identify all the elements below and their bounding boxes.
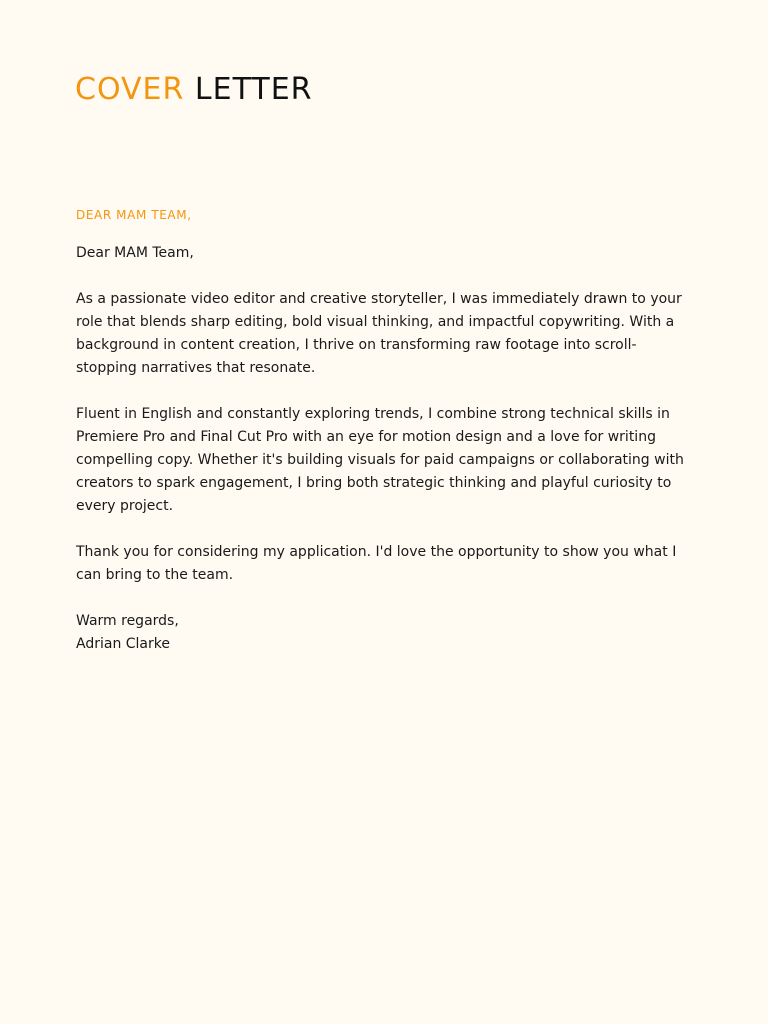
page-title bbox=[75, 70, 313, 110]
letter-body bbox=[76, 242, 696, 656]
greeting: Dear MAM Team, bbox=[76, 245, 194, 261]
closing: Warm regards, bbox=[76, 613, 179, 629]
paragraph-3: Thank you for considering my application. I'd love the opportunity to show you what I can bring to the team. bbox=[76, 544, 677, 583]
title-accent-word: COVER bbox=[75, 72, 185, 107]
salutation-heading: DEAR MAM TEAM, bbox=[76, 208, 192, 222]
paragraph-2: Fluent in English and constantly exploring trends, I combine strong technical skills in Premiere Pro and Final Cut Pro with an eye for motion design and a love for writing compelling copy. Whether it's building visuals for paid campaigns or collaborating with creators to spark engagement, I bring both strategic thinking and playful curiosity to every project. bbox=[76, 406, 684, 514]
signature: Adrian Clarke bbox=[76, 636, 170, 652]
title-main-word: LETTER bbox=[194, 72, 313, 107]
paragraph-1: As a passionate video editor and creative storyteller, I was immediately drawn to your role that blends sharp editing, bold visual thinking, and impactful copywriting. With a background in content creation, I thrive on transforming raw footage into scroll-stopping narratives that resonate. bbox=[76, 291, 682, 376]
